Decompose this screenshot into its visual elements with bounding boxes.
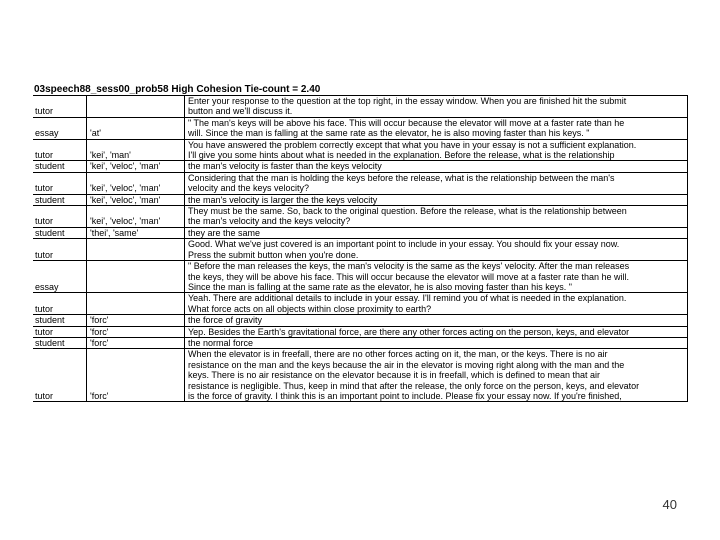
transcript-row <box>33 206 688 228</box>
speaker-cell: essay <box>33 261 87 293</box>
speaker-cell: student <box>33 161 87 172</box>
concept-words-cell: 'kei', 'veloc', 'man' <box>87 206 185 228</box>
concept-words-cell: 'kei', 'veloc', 'man' <box>87 172 185 194</box>
concept-words-cell <box>87 239 185 261</box>
speaker-cell: tutor <box>33 349 87 402</box>
transcript-row <box>33 326 688 337</box>
utterance-text-cell: Considering that the man is holding the keys before the release, what is the relationship between the man's velocity and the keys velocity? <box>185 172 688 194</box>
concept-words-cell: 'forc' <box>87 337 185 348</box>
utterance-text-cell: " Before the man releases the keys, the man's velocity is the same as the keys' velocity. After the man releases the keys, they will be above his face. This will occur because the elevator will move at a faster rate than he will. Since the man is falling at the same rate as the elevator, he is also moving faster than his keys. " <box>185 261 688 293</box>
transcript-row <box>33 239 688 261</box>
speaker-cell: tutor <box>33 139 87 161</box>
transcript-title: 03speech88_sess00_prob58 High Cohesion Tie-count = 2.40 <box>34 84 321 95</box>
concept-words-cell: 'kei', 'veloc', 'man' <box>87 161 185 172</box>
utterance-text-cell: Yep. Besides the Earth's gravitational force, are there any other forces acting on the person, keys, and elevator <box>185 326 688 337</box>
transcript-row <box>33 96 688 118</box>
utterance-text-cell: Yeah. There are additional details to include in your essay. I'll remind you of what is needed in the explanation. What force acts on all objects within close proximity to earth? <box>185 293 688 315</box>
page-number: 40 <box>662 497 677 512</box>
utterance-text-cell: the man's velocity is larger the the keys velocity <box>185 194 688 205</box>
transcript-row <box>33 161 688 172</box>
transcript-row <box>33 227 688 238</box>
concept-words-cell: 'forc' <box>87 326 185 337</box>
transcript-row <box>33 349 688 402</box>
speaker-cell: student <box>33 194 87 205</box>
speaker-cell: tutor <box>33 326 87 337</box>
transcript-row <box>33 293 688 315</box>
concept-words-cell: 'thei', 'same' <box>87 227 185 238</box>
speaker-cell: tutor <box>33 172 87 194</box>
concept-words-cell: 'at' <box>87 117 185 139</box>
utterance-text-cell: Good. What we've just covered is an important point to include in your essay. You should fix your essay now. Press the submit button when you're done. <box>185 239 688 261</box>
concept-words-cell <box>87 96 185 118</box>
speaker-cell: essay <box>33 117 87 139</box>
concept-words-cell: 'forc' <box>87 349 185 402</box>
concept-words-cell: 'kei', 'man' <box>87 139 185 161</box>
transcript-row <box>33 172 688 194</box>
transcript-row <box>33 139 688 161</box>
speaker-cell: tutor <box>33 293 87 315</box>
speaker-cell: student <box>33 227 87 238</box>
concept-words-cell: 'forc' <box>87 315 185 326</box>
speaker-cell: tutor <box>33 206 87 228</box>
transcript-table <box>33 95 688 402</box>
transcript-row <box>33 194 688 205</box>
concept-words-cell: 'kei', 'veloc', 'man' <box>87 194 185 205</box>
speaker-cell: tutor <box>33 96 87 118</box>
transcript-row <box>33 117 688 139</box>
utterance-text-cell: the force of gravity <box>185 315 688 326</box>
transcript-row <box>33 261 688 293</box>
utterance-text-cell: Enter your response to the question at the top right, in the essay window. When you are finished hit the submit button and we'll discuss it. <box>185 96 688 118</box>
concept-words-cell <box>87 261 185 293</box>
utterance-text-cell: You have answered the problem correctly except that what you have in your essay is not a sufficient explanation. I'll give you some hints about what is needed in the explanation. Before the release, what is the relationship <box>185 139 688 161</box>
speaker-cell: student <box>33 337 87 348</box>
utterance-text-cell: " The man's keys will be above his face. This will occur because the elevator will move at a faster rate than he will. Since the man is falling at the same rate as the elevator, he is also moving faster than his keys. " <box>185 117 688 139</box>
speaker-cell: tutor <box>33 239 87 261</box>
transcript-row <box>33 337 688 348</box>
transcript-row <box>33 315 688 326</box>
utterance-text-cell: They must be the same. So, back to the original question. Before the release, what is the relationship between the man's velocity and the keys velocity? <box>185 206 688 228</box>
concept-words-cell <box>87 293 185 315</box>
speaker-cell: student <box>33 315 87 326</box>
utterance-text-cell: they are the same <box>185 227 688 238</box>
utterance-text-cell: the normal force <box>185 337 688 348</box>
utterance-text-cell: the man's velocity is faster than the keys velocity <box>185 161 688 172</box>
utterance-text-cell: When the elevator is in freefall, there are no other forces acting on it, the man, or the keys. There is no air resistance on the man and the keys because the air in the elevator is moving right along with the man and the keys. There is no air resistance on the elevator because it is in freefall, which is defined to mean that air resistance is negligible. Thus, keep in mind that after the release, the only force on the person, keys, and elevator is the force of gravity. I think this is an important point to include. Please fix your essay now. If you're finished, <box>185 349 688 402</box>
